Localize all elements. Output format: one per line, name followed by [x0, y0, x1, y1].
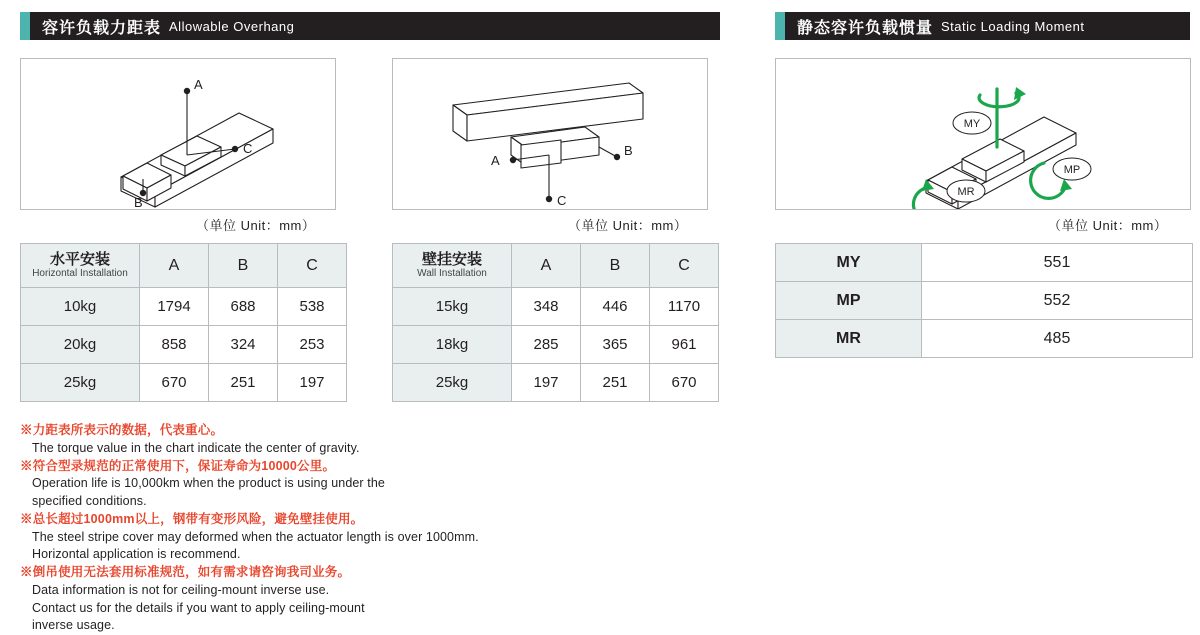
header-title-cn: 壁挂安装 — [421, 251, 482, 269]
unit-label-moment: （单位 Unit：mm） — [1048, 218, 1168, 233]
cell-value: 688 — [209, 288, 278, 326]
table-row — [776, 244, 1193, 282]
cell-value: 285 — [512, 326, 581, 364]
table-horizontal-installation — [20, 243, 347, 402]
cell-value: 1170 — [650, 288, 719, 326]
table-row — [393, 364, 719, 402]
section-header-static-loading-moment — [775, 12, 1190, 40]
table-header-title — [21, 244, 140, 288]
moment-key: MY — [776, 244, 922, 282]
cell-value: 670 — [650, 364, 719, 402]
note-en: Data information is not for ceiling-mount inverse use. — [32, 582, 330, 597]
wall-actuator-illustration — [393, 59, 707, 209]
diagram1-label-b: B — [134, 195, 143, 209]
cell-value: 365 — [581, 326, 650, 364]
table-row — [21, 326, 347, 364]
notes-block — [20, 422, 660, 635]
diagram1-label-c: C — [243, 141, 253, 156]
table-header-title — [393, 244, 512, 288]
cell-value: 197 — [278, 364, 347, 402]
note-en: The torque value in the chart indicate the center of gravity. — [32, 440, 360, 455]
table-header-row — [393, 244, 719, 288]
cell-value: 251 — [581, 364, 650, 402]
note-cn: ※倒吊使用无法套用标准规范，如有需求请咨询我司业务。 — [20, 565, 351, 579]
unit-label-horizontal: （单位 Unit：mm） — [196, 218, 316, 233]
diagram1-label-a: A — [194, 77, 203, 92]
cell-value: 446 — [581, 288, 650, 326]
diagram2-label-b: B — [624, 143, 633, 158]
note-en: specified conditions. — [32, 494, 147, 508]
header-accent-bar — [20, 12, 30, 40]
row-label: 18kg — [393, 326, 512, 364]
header-accent-bar — [775, 12, 785, 40]
cell-value: 670 — [140, 364, 209, 402]
column-header-b: B — [209, 244, 278, 288]
note-cn: ※力距表所表示的数据，代表重心。 — [20, 423, 224, 437]
column-header-b: B — [581, 244, 650, 288]
diagram-horizontal-installation — [20, 58, 336, 210]
moment-value: 551 — [922, 244, 1193, 282]
row-label: 20kg — [21, 326, 140, 364]
header-title-en: Horizontal Installation — [32, 268, 128, 280]
table-row — [776, 282, 1193, 320]
column-header-a: A — [140, 244, 209, 288]
row-label: 25kg — [21, 364, 140, 402]
section-title-cn: 容许负载力距表 — [42, 19, 162, 37]
note-en: Horizontal application is recommend. — [32, 547, 241, 562]
moment-key: MP — [776, 282, 922, 320]
column-header-a: A — [512, 244, 581, 288]
cell-value: 253 — [278, 326, 347, 364]
header-title-cn: 水平安装 — [49, 251, 110, 269]
moment-actuator-illustration — [776, 59, 1190, 209]
note-en: Contact us for the details if you want to apply ceiling-mount — [32, 600, 365, 615]
note-en: The steel stripe cover may deformed when the actuator length is over 1000mm. — [32, 529, 479, 544]
section-header-allowable-overhang — [20, 12, 720, 40]
section-title-en: Static Loading Moment — [941, 18, 1085, 34]
section-title-cn: 静态容许负载惯量 — [797, 19, 934, 37]
horizontal-actuator-illustration — [21, 59, 335, 209]
note-en: Operation life is 10,000km when the product is using under the — [32, 476, 385, 491]
cell-value: 858 — [140, 326, 209, 364]
table-row — [393, 326, 719, 364]
cell-value: 197 — [512, 364, 581, 402]
diagram3-label-my: MY — [963, 118, 981, 130]
cell-value: 348 — [512, 288, 581, 326]
column-header-c: C — [650, 244, 719, 288]
header-title-bar — [785, 12, 1190, 40]
section-title-en: Allowable Overhang — [169, 18, 295, 34]
moment-value: 485 — [922, 320, 1193, 358]
diagram3-label-mp: MP — [1063, 164, 1081, 176]
diagram3-label-mr: MR — [957, 186, 975, 198]
note-cn: ※总长超过1000mm以上，钢带有变形风险，避免壁挂使用。 — [20, 511, 364, 526]
header-title-en: Wall Installation — [417, 268, 487, 280]
table-row — [21, 364, 347, 402]
row-label: 15kg — [393, 288, 512, 326]
table-row — [776, 320, 1193, 358]
diagram2-label-a: A — [491, 153, 500, 168]
cell-value: 961 — [650, 326, 719, 364]
note-en: inverse usage. — [32, 618, 115, 633]
cell-value: 324 — [209, 326, 278, 364]
note-cn: ※符合型录规范的正常使用下，保证寿命为10000公里。 — [20, 458, 336, 473]
header-title-bar — [30, 12, 720, 40]
table-row — [21, 288, 347, 326]
moment-value: 552 — [922, 282, 1193, 320]
diagram2-label-c: C — [557, 193, 567, 208]
diagram-wall-installation — [392, 58, 708, 210]
unit-label-wall: （单位 Unit：mm） — [568, 218, 688, 233]
table-wall-installation — [392, 243, 719, 402]
cell-value: 538 — [278, 288, 347, 326]
row-label: 10kg — [21, 288, 140, 326]
moment-key: MR — [776, 320, 922, 358]
column-header-c: C — [278, 244, 347, 288]
table-static-loading-moment — [775, 243, 1193, 358]
cell-value: 1794 — [140, 288, 209, 326]
table-row — [393, 288, 719, 326]
table-header-row — [21, 244, 347, 288]
diagram-static-loading-moment — [775, 58, 1191, 210]
row-label: 25kg — [393, 364, 512, 402]
cell-value: 251 — [209, 364, 278, 402]
